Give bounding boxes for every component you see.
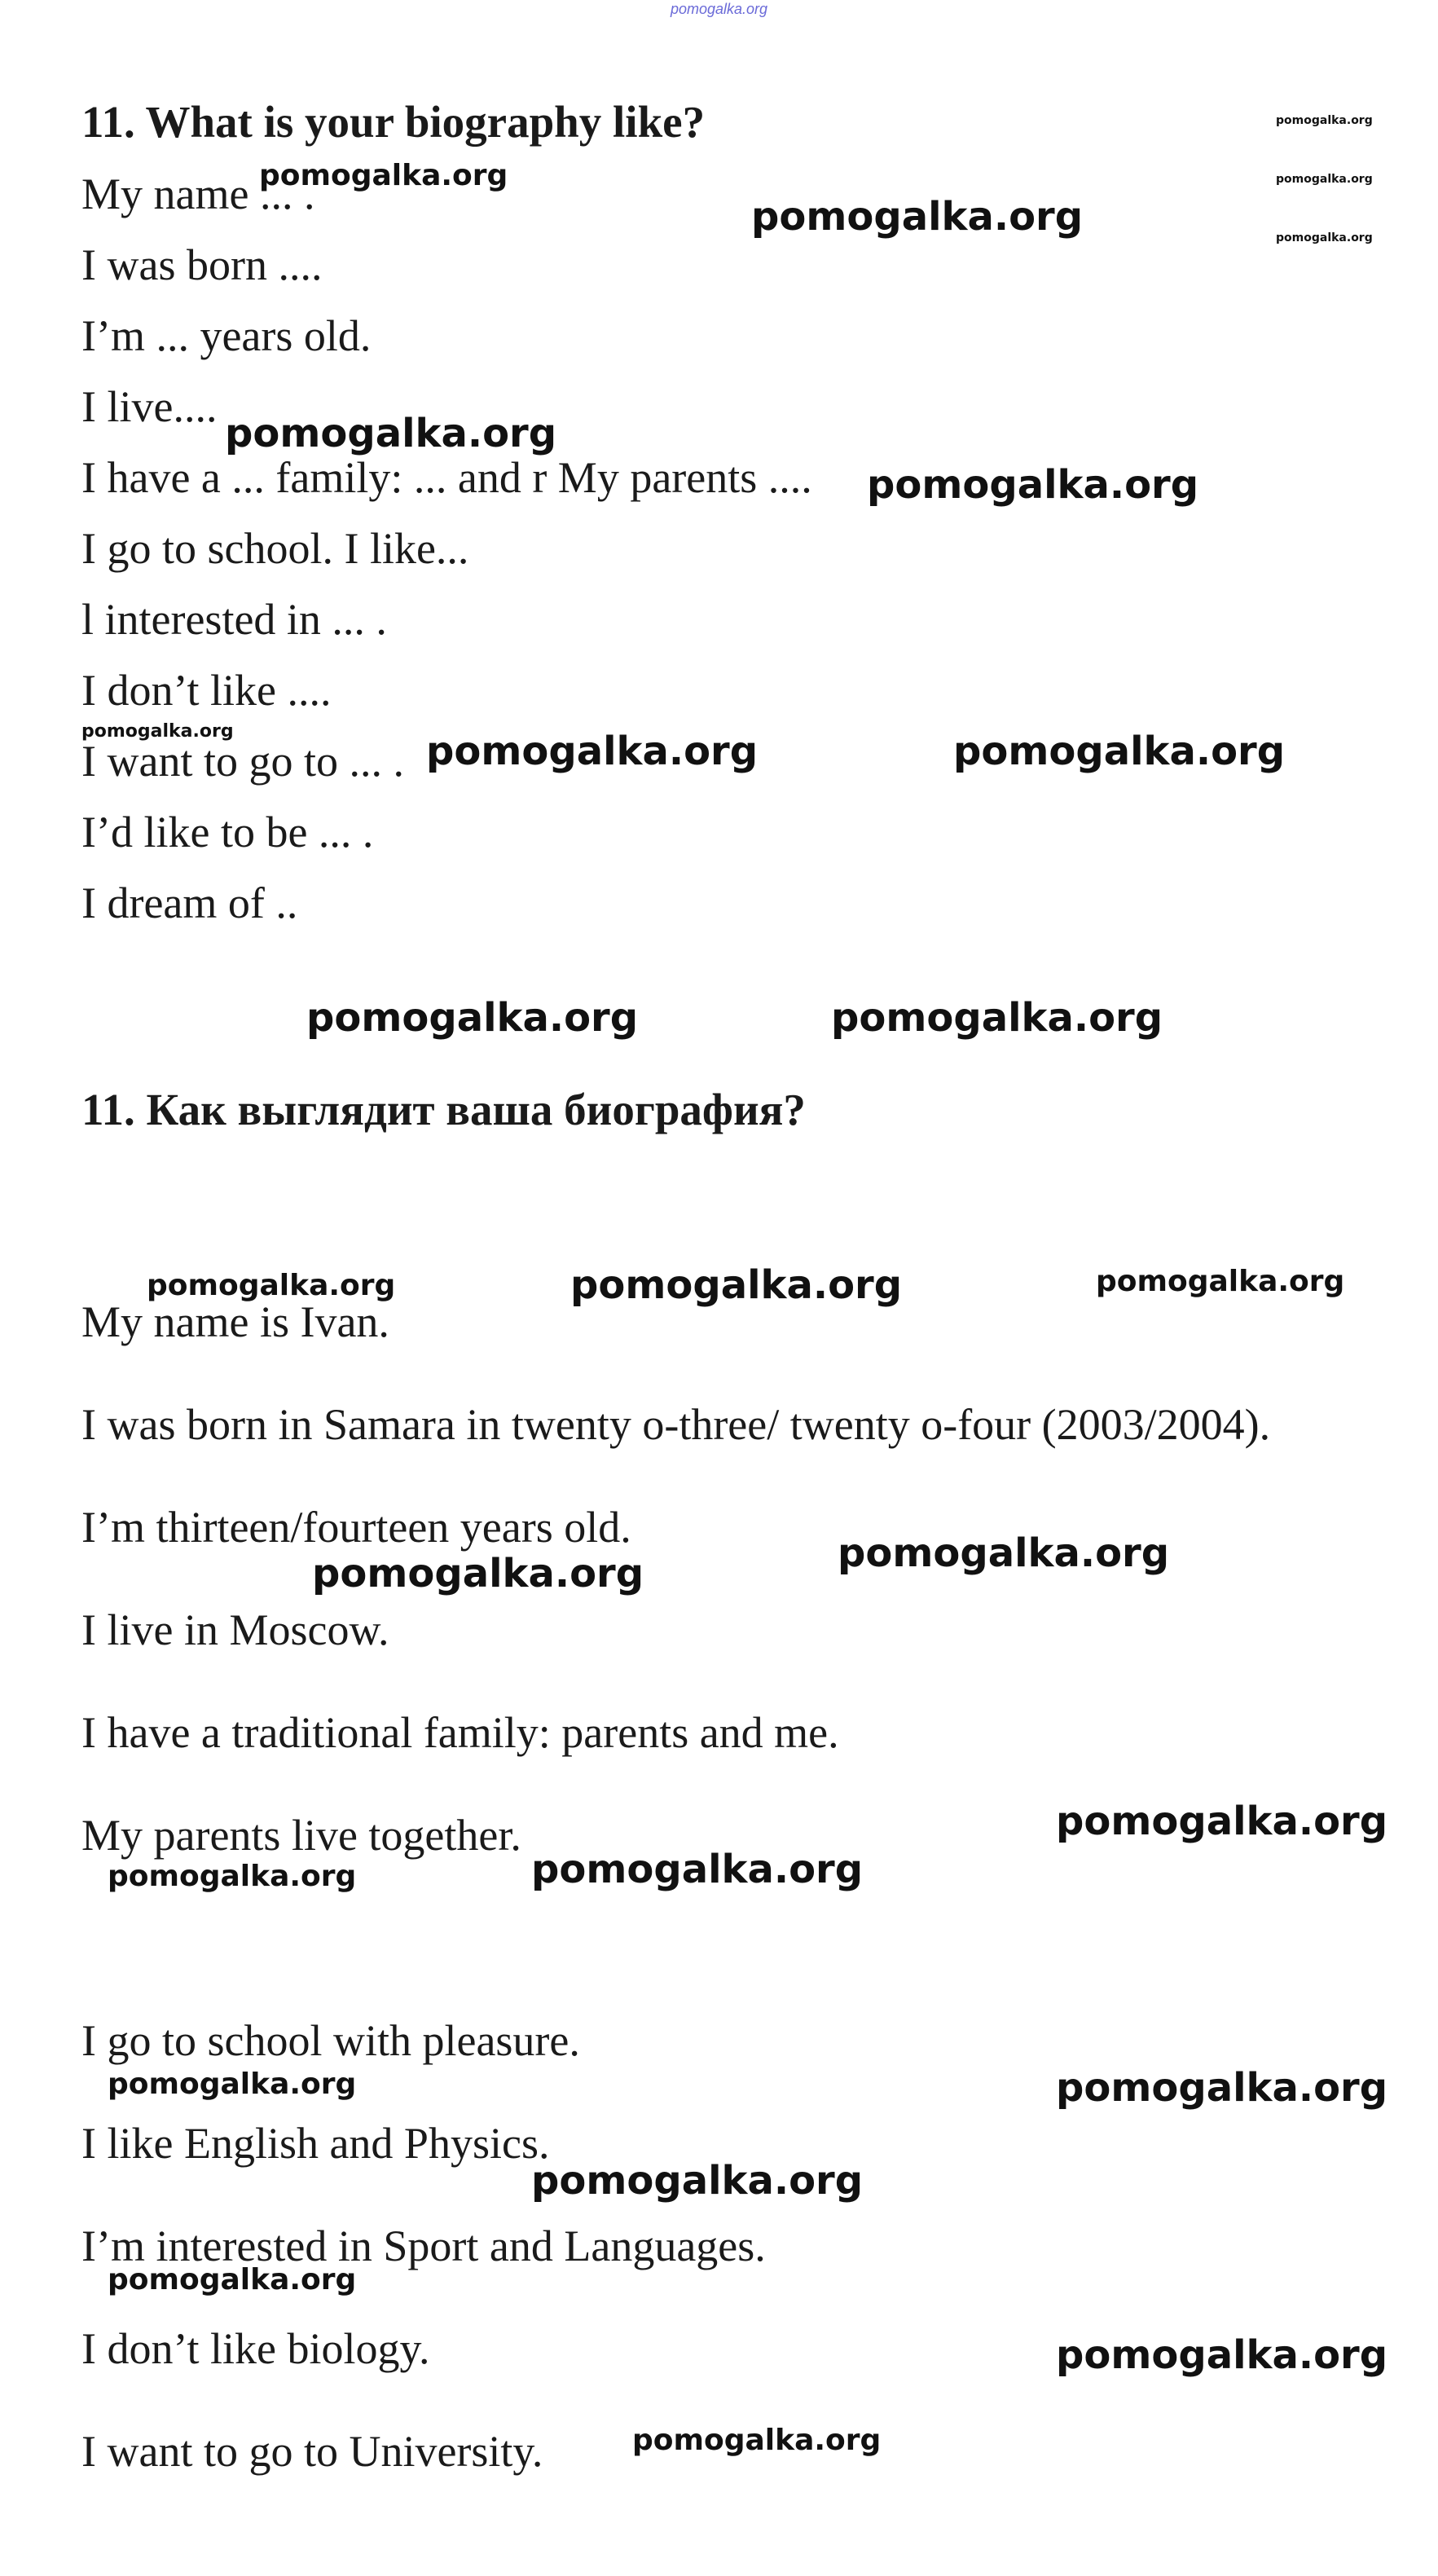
watermark: pomogalka.org: [108, 2067, 357, 2101]
task-heading: 11. What is your biography like?: [81, 97, 706, 147]
watermark: pomogalka.org: [1056, 1799, 1388, 1844]
watermark: pomogalka.org: [306, 995, 639, 1041]
answer-line: I’m thirteen/fourteen years old.: [81, 1503, 631, 1552]
task-line: I was born ....: [81, 240, 323, 289]
watermark: pomogalka.org: [867, 462, 1199, 508]
task-line: I go to school. I like...: [81, 524, 469, 573]
task-line: I have a ... family: ... and r My parents ....: [81, 453, 812, 502]
task-line: l interested in ... .: [81, 595, 387, 644]
watermark: pomogalka.org: [1056, 2065, 1388, 2111]
task-line: I’m ... years old.: [81, 311, 372, 360]
watermark: pomogalka.org: [531, 2158, 864, 2204]
task-line: I dream of ..: [81, 878, 298, 927]
watermark: pomogalka.org: [225, 411, 557, 456]
watermark: pomogalka.org: [426, 729, 759, 774]
watermark: pomogalka.org: [751, 194, 1084, 240]
task-line: My name ... .: [81, 170, 315, 218]
task-line: I live....: [81, 382, 218, 431]
watermark: pomogalka.org: [953, 729, 1286, 774]
watermark: pomogalka.org: [259, 159, 508, 192]
answer-line: My parents live together.: [81, 1811, 521, 1860]
answer-line: I like English and Physics.: [81, 2119, 550, 2168]
translation-heading: 11. Как выглядит ваша биография?: [81, 1085, 806, 1134]
watermark: pomogalka.org: [1276, 231, 1373, 244]
task-line: I’d like to be ... .: [81, 808, 374, 856]
task-line: I want to go to ... .: [81, 737, 404, 786]
answer-line: I’m interested in Sport and Languages.: [81, 2222, 766, 2270]
watermark: pomogalka.org: [1276, 173, 1373, 186]
watermark: pomogalka.org: [108, 1860, 357, 1893]
watermark: pomogalka.org: [1056, 2332, 1388, 2378]
answer-line: My name is Ivan.: [81, 1297, 389, 1346]
watermark: pomogalka.org: [81, 721, 234, 742]
answer-line: I go to school with pleasure.: [81, 2016, 580, 2065]
answer-line: I want to go to University.: [81, 2427, 543, 2476]
answer-line: I have a traditional family: parents and me.: [81, 1708, 839, 1757]
watermark: pomogalka.org: [838, 1530, 1170, 1576]
watermark: pomogalka.org: [1276, 114, 1373, 127]
watermark: pomogalka.org: [1096, 1265, 1345, 1298]
page-top-watermark: pomogalka.org: [670, 1, 768, 17]
watermark: pomogalka.org: [570, 1262, 903, 1308]
answer-line: I don’t like biology.: [81, 2324, 430, 2373]
watermark: pomogalka.org: [312, 1551, 644, 1596]
watermark: pomogalka.org: [632, 2424, 882, 2457]
answer-line: I was born in Samara in twenty o-three/ twenty o-four (2003/2004).: [81, 1400, 1271, 1449]
watermark: pomogalka.org: [108, 2263, 357, 2296]
watermark: pomogalka.org: [831, 995, 1163, 1041]
answer-line: I live in Moscow.: [81, 1605, 389, 1654]
task-line: I don’t like ....: [81, 666, 332, 715]
watermark: pomogalka.org: [147, 1269, 396, 1302]
watermark: pomogalka.org: [531, 1847, 864, 1892]
